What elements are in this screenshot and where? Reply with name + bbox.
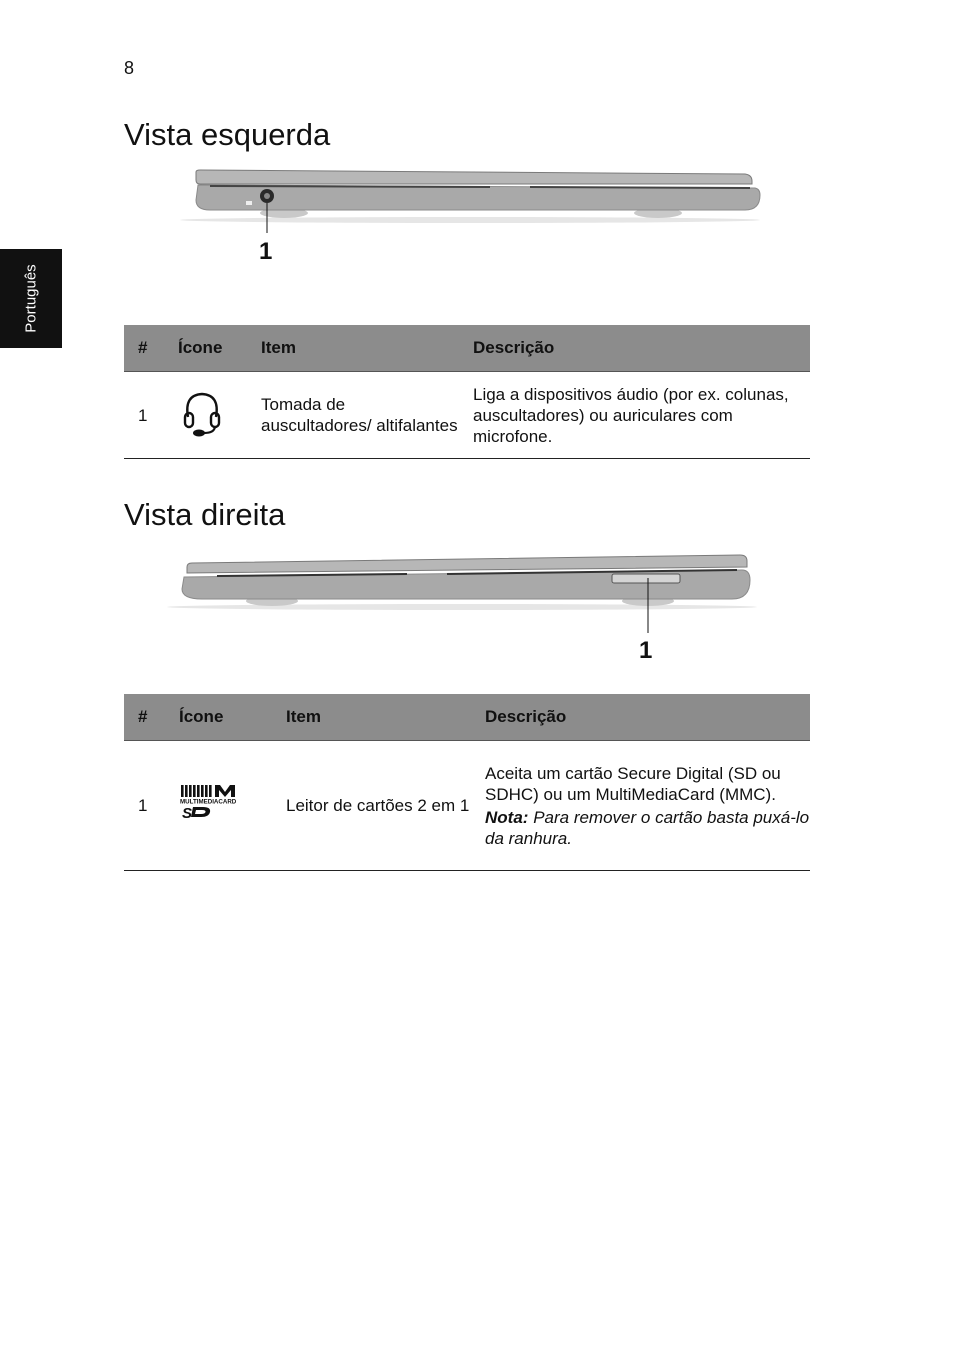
row-note: [485, 807, 810, 849]
row-number: 1: [124, 741, 165, 871]
column-header-number: #: [124, 325, 164, 372]
column-header-item: Item: [272, 694, 471, 741]
language-tab-label: Português: [22, 264, 40, 333]
left-view-title: Vista esquerda: [124, 117, 331, 152]
table-header-row: [124, 694, 810, 741]
row-description-cell: [471, 741, 810, 871]
svg-text:S: S: [182, 805, 193, 822]
column-header-icon: Ícone: [165, 694, 272, 741]
note-label: Nota:: [485, 807, 529, 827]
row-description: Aceita um cartão Secure Digital (SD ou SDHC) ou um MultiMediaCard (MMC).: [485, 763, 781, 804]
laptop-left-side-illustration: [170, 160, 780, 240]
svg-text:MULTIMEDIACARD: MULTIMEDIACARD: [180, 798, 237, 806]
left-view-callout: 1: [259, 238, 273, 265]
table-row: [124, 372, 810, 459]
laptop-right-side-illustration: [162, 545, 772, 640]
row-description: Liga a dispositivos áudio (por ex. colunas, auscultadores) ou auriculares com microfone.: [459, 372, 810, 459]
right-view-title: Vista direita: [124, 497, 286, 532]
language-tab: [0, 249, 62, 348]
column-header-icon: Ícone: [164, 325, 247, 372]
note-text: Para remover o cartão basta puxá-lo da ranhura.: [485, 807, 810, 848]
column-header-number: #: [124, 694, 165, 741]
right-view-table: [124, 694, 810, 871]
row-number: 1: [124, 372, 164, 459]
column-header-description: Descrição: [471, 694, 810, 741]
row-item: Tomada de auscultadores/ altifalantes: [247, 372, 459, 459]
column-header-description: Descrição: [459, 325, 810, 372]
multimediacard-sd-icon: [165, 741, 272, 871]
row-item: Leitor de cartões 2 em 1: [272, 741, 471, 871]
table-row: [124, 741, 810, 871]
column-header-item: Item: [247, 325, 459, 372]
table-header-row: [124, 325, 810, 372]
right-view-callout: 1: [639, 637, 653, 664]
headset-icon: [164, 372, 247, 459]
page-number: 8: [124, 58, 135, 78]
left-view-table: [124, 325, 810, 459]
